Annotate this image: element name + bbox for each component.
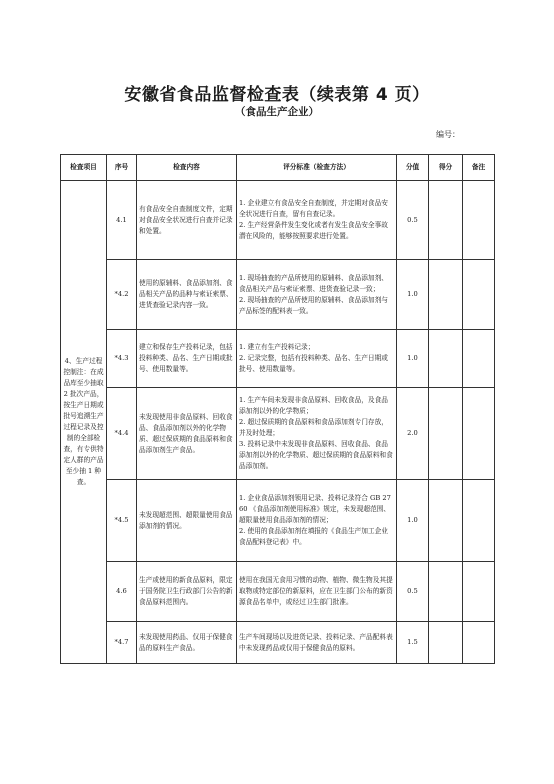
obtained-score-cell[interactable] — [429, 260, 463, 330]
row-number: *4.2 — [107, 260, 137, 330]
criteria-cell — [237, 330, 397, 388]
check-content: 建立和保存生产投料记录，包括投料种类、品名、生产日期或批号、使用数量等。 — [137, 330, 237, 388]
row-number: *4.7 — [107, 622, 137, 664]
check-content: 有食品安全自查制度文件，定期对食品安全状况进行自查并记录和处置。 — [137, 181, 237, 260]
criteria-line: 使用在我国无食用习惯的动物、植物、微生物及其提取物或特定部位的新原料，应在卫生部门公布的新资源食品名单中，或经过卫生部门批准。 — [239, 576, 393, 606]
col-header-num: 序号 — [107, 155, 137, 181]
check-content: 使用的原辅料、食品添加剂、食品相关产品的品种与索证索票、进货查验记录内容一致。 — [137, 260, 237, 330]
score-value: 0.5 — [397, 562, 429, 622]
col-header-item: 检查项目 — [61, 155, 107, 181]
remarks-cell[interactable] — [463, 330, 495, 388]
criteria-line: 2. 现场抽查的产品所使用的原辅料、食品添加剂与产品标签的配料表一致。 — [239, 295, 388, 315]
obtained-score-cell[interactable] — [429, 330, 463, 388]
col-header-obtained: 得分 — [429, 155, 463, 181]
criteria-cell — [237, 562, 397, 622]
criteria-line: 2. 使用的食品添加剂在填报的《食品生产加工企业食品配料登记表》中。 — [239, 527, 388, 546]
obtained-score-cell[interactable] — [429, 181, 463, 260]
remarks-cell[interactable] — [463, 260, 495, 330]
score-value: 2.0 — [397, 388, 429, 480]
col-header-criteria: 评分标准（检查方法） — [237, 155, 397, 181]
criteria-line: 2. 记录完整，包括有投料种类、品名、生产日期或批号、使用数量等。 — [239, 354, 388, 373]
obtained-score-cell[interactable] — [429, 480, 463, 562]
remarks-cell[interactable] — [463, 622, 495, 664]
serial-number-label: 编号： — [436, 130, 460, 139]
remarks-cell[interactable] — [463, 181, 495, 260]
score-value: 1.0 — [397, 480, 429, 562]
table-row — [61, 330, 495, 388]
criteria-cell — [237, 388, 397, 480]
table-row — [61, 480, 495, 562]
obtained-score-cell[interactable] — [429, 562, 463, 622]
criteria-line: 1. 建立有生产投料记录； — [239, 343, 315, 351]
page-subtitle: （食品生产企业） — [235, 106, 319, 118]
criteria-cell — [237, 622, 397, 664]
table-row — [61, 260, 495, 330]
col-header-content: 检查内容 — [137, 155, 237, 181]
table-row — [61, 562, 495, 622]
col-header-score: 分值 — [397, 155, 429, 181]
criteria-line: 1. 企业食品添加剂领用记录、投料记录符合 GB 2760 《食品添加剂使用标准》规定，未发现超范围、超限量使用食品添加剂的情况； — [239, 494, 391, 524]
score-value: 1.5 — [397, 622, 429, 664]
criteria-line: 2. 生产经营条件发生变化或者有发生食品安全事故潜在风险的，能够按照要求进行处置。 — [239, 221, 388, 240]
score-value: 1.0 — [397, 260, 429, 330]
remarks-cell[interactable] — [463, 388, 495, 480]
criteria-line: 生产车间现场以及进货记录、投料记录、产品配料表中未发现药品或仅用于保健食品的原料。 — [239, 632, 393, 652]
criteria-line: 1. 生产车间未发现非食品原料、回收食品，及食品添加剂以外的化学物质； — [239, 396, 388, 415]
criteria-cell — [237, 260, 397, 330]
criteria-line: 2. 超过保质期的食品原料和食品添加剂专门存放，并及时处理； — [239, 418, 388, 437]
criteria-cell — [237, 181, 397, 260]
row-number: *4.4 — [107, 388, 137, 480]
remarks-cell[interactable] — [463, 480, 495, 562]
col-header-remarks: 备注 — [463, 155, 495, 181]
row-number: 4.1 — [107, 181, 137, 260]
criteria-line: 1. 现场抽查的产品所使用的原辅料、食品添加剂、食品相关产品与索证索票、进货查验记录一致； — [239, 273, 388, 293]
check-content: 未发现使用药品、仅用于保健食品的原料生产食品。 — [137, 622, 237, 664]
obtained-score-cell[interactable] — [429, 388, 463, 480]
table-row — [61, 181, 495, 260]
item-label-cell: 4、生产过程控制注：在成品库至少抽取 2 批次产品，按生产日期或批号追溯生产过程记录及控制的全部检查，有专供特定人群的产品至少抽 1 种查。 — [61, 181, 107, 664]
criteria-cell — [237, 480, 397, 562]
table-row — [61, 622, 495, 664]
inspection-table — [60, 154, 495, 664]
row-number: *4.3 — [107, 330, 137, 388]
check-content: 未发现使用非食品原料、回收食品、食品添加剂以外的化学物质、超过保质期的食品原料和食品添加剂生产食品。 — [137, 388, 237, 480]
table-header-row — [61, 155, 495, 181]
score-value: 0.5 — [397, 181, 429, 260]
check-content: 生产或使用的新食品原料，限定于国务院卫生行政部门公告的新食品原料范围内。 — [137, 562, 237, 622]
criteria-line: 3. 投料记录中未发现非食品原料、回收食品、食品添加剂以外的化学物质、超过保质期的食品原料和食品添加剂。 — [239, 440, 393, 470]
row-number: 4.6 — [107, 562, 137, 622]
check-content: 未发现超范围、超限量使用食品添加剂的情况。 — [137, 480, 237, 562]
obtained-score-cell[interactable] — [429, 622, 463, 664]
remarks-cell[interactable] — [463, 562, 495, 622]
score-value: 1.0 — [397, 330, 429, 388]
table-row — [61, 388, 495, 480]
page-title: 安徽省食品监督检查表（续表第 4 页） — [124, 85, 430, 105]
criteria-line: 1. 企业建立有食品安全自查制度，并定期对食品安全状况进行自查，留有自查记录。 — [239, 199, 388, 218]
row-number: *4.5 — [107, 480, 137, 562]
